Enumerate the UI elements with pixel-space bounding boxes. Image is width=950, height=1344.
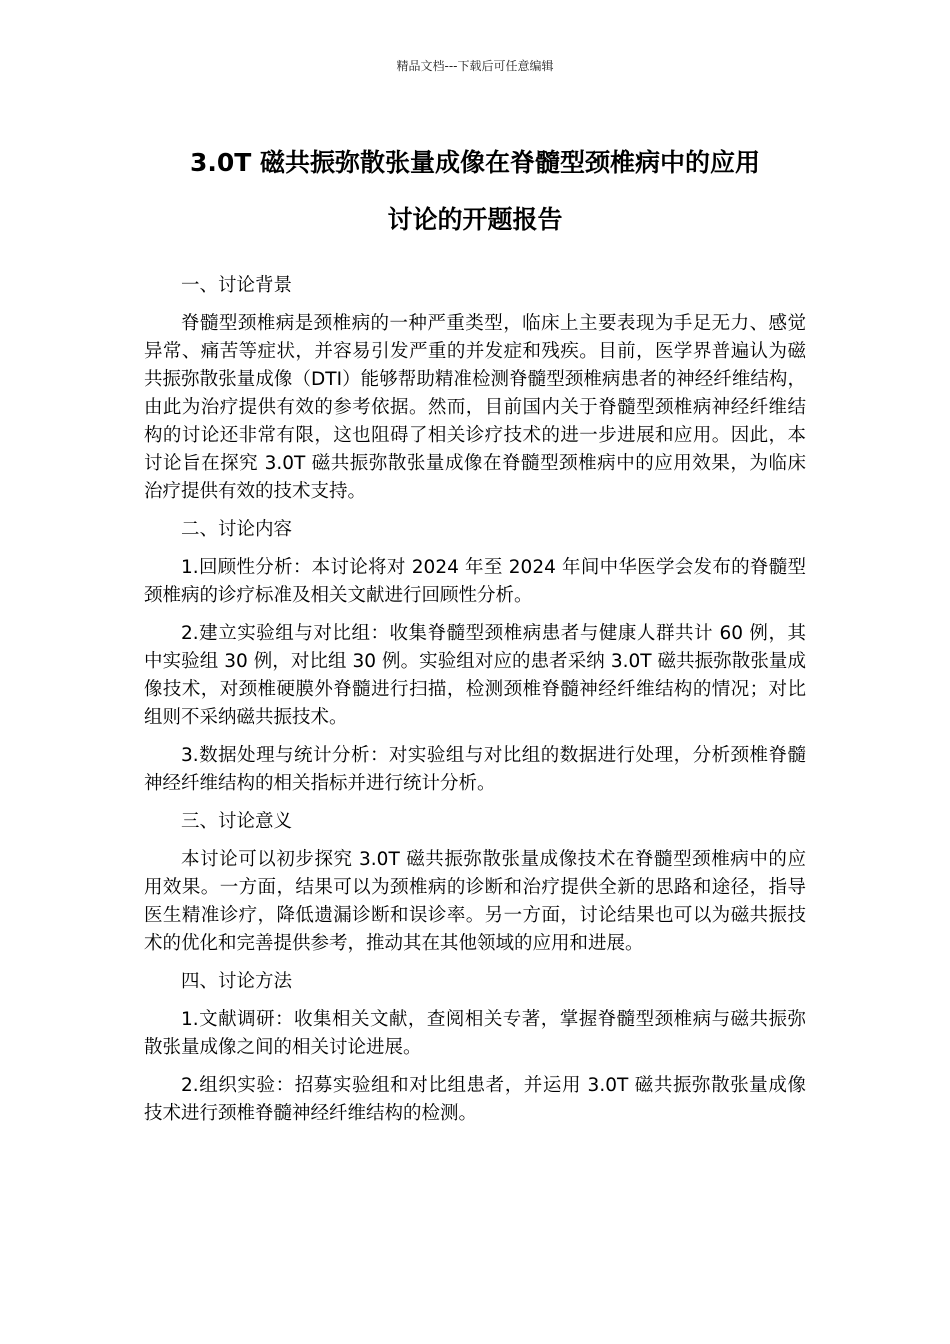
document-body bbox=[144, 272, 806, 1138]
method-item-literature: 1.文献调研：收集相关文献，查阅相关专著，掌握脊髓型颈椎病与磁共振弥散张量成像之间的相关讨论进展。 bbox=[144, 1009, 806, 1058]
document-title bbox=[120, 134, 830, 248]
section-heading-method: 四、讨论方法 bbox=[181, 971, 293, 992]
method-item-experiment: 2.组织实验：招募实验组和对比组患者，并运用 3.0T 磁共振弥散张量成像技术进行颈椎脊髓神经纤维结构的检测。 bbox=[144, 1075, 806, 1124]
document-title-line-1: 3.0T 磁共振弥散张量成像在脊髓型颈椎病中的应用 bbox=[189, 148, 761, 177]
section-heading-background: 一、讨论背景 bbox=[181, 275, 293, 296]
content-item-groups: 2.建立实验组与对比组：收集脊髓型颈椎病患者与健康人群共计 60 例，其中实验组 30 例，对比组 30 例。实验组对应的患者采纳 3.0T 磁共振弥散张量成像技术，对颈椎硬膜外脊髓进行扫描，检测颈椎脊髓神经纤维结构的情况；对比组则不采纳磁共振技术。 bbox=[144, 623, 806, 728]
content-item-retrospective: 1.回顾性分析：本讨论将对 2024 年至 2024 年间中华医学会发布的脊髓型颈椎病的诊疗标准及相关文献进行回顾性分析。 bbox=[144, 557, 806, 606]
page-header-note: 精品文档---下载后可任意编辑 bbox=[396, 59, 554, 73]
content-item-statistics: 3.数据处理与统计分析：对实验组与对比组的数据进行处理，分析颈椎脊髓神经纤维结构的相关指标并进行统计分析。 bbox=[144, 745, 806, 794]
section-heading-significance: 三、讨论意义 bbox=[181, 811, 293, 832]
background-paragraph: 脊髓型颈椎病是颈椎病的一种严重类型，临床上主要表现为手足无力、感觉异常、痛苦等症状，并容易引发严重的并发症和残疾。目前，医学界普遍认为磁共振弥散张量成像（DTI）能够帮助精准检测脊髓型颈椎病患者的神经纤维结构，由此为治疗提供有效的参考依据。然而，目前国内关于脊髓型颈椎病神经纤维结构的讨论还非常有限，这也阻碍了相关诊疗技术的进一步进展和应用。因此，本讨论旨在探究 3.0T 磁共振弥散张量成像在脊髓型颈椎病中的应用效果，为临床治疗提供有效的技术支持。 bbox=[144, 313, 806, 502]
significance-paragraph: 本讨论可以初步探究 3.0T 磁共振弥散张量成像技术在脊髓型颈椎病中的应用效果。一方面，结果可以为颈椎病的诊断和治疗提供全新的思路和途径，指导医生精准诊疗，降低遗漏诊断和误诊率。另一方面，讨论结果也可以为磁共振技术的优化和完善提供参考，推动其在其他领域的应用和进展。 bbox=[144, 849, 806, 954]
document-title-line-2: 讨论的开题报告 bbox=[387, 205, 563, 234]
section-heading-content: 二、讨论内容 bbox=[181, 519, 293, 540]
